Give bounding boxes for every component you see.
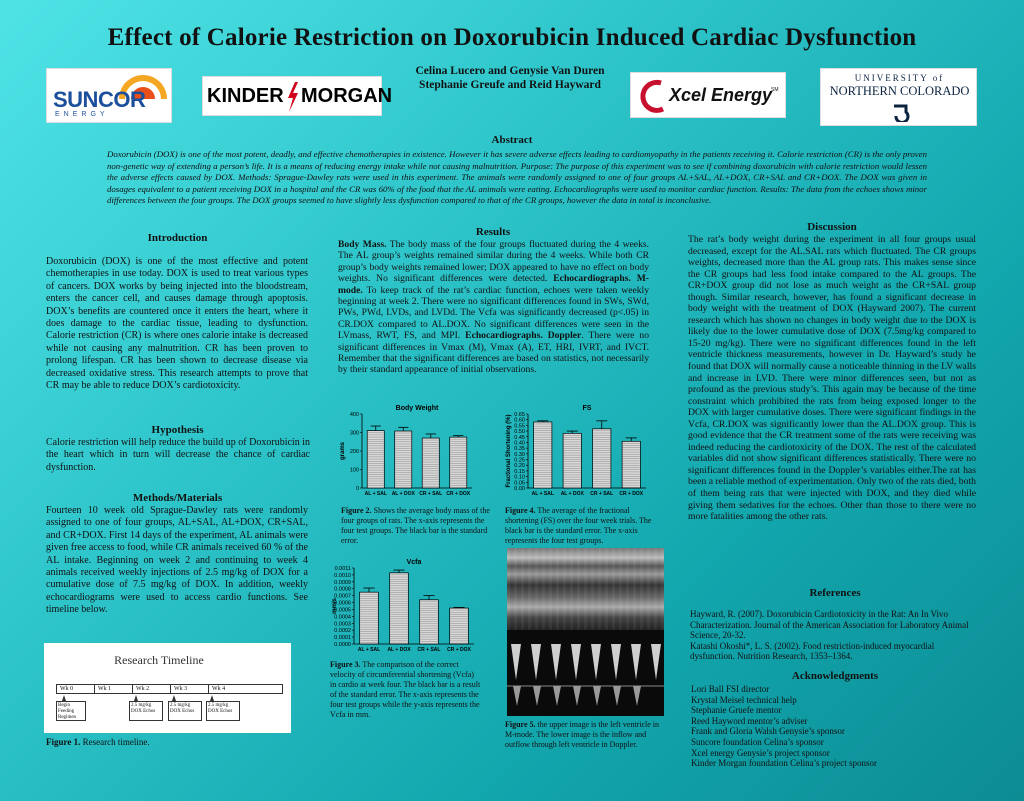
figure3-label: Figure 3. bbox=[330, 660, 361, 669]
y-tick-label: 0.20 bbox=[514, 463, 525, 470]
chart-title: Vcfa bbox=[406, 559, 422, 566]
kinder-morgan-logo bbox=[202, 76, 393, 116]
results-mmode-text: To keep track of the rat’s cardiac function, echoes were taken weekly beginning at week 2. There were no significant differences found in SWs, SWd, PWs, PWd, LVDs, and LVDd. The Vcfa was significantly decreased (p<.05) in CR.DOX compared to AL.DOX. No significant differences were seen in the LVmass, RWT, FS, and MPI. bbox=[338, 284, 649, 342]
y-tick-label: 0.25 bbox=[514, 457, 525, 464]
xcel-energy-logo bbox=[630, 72, 786, 118]
y-axis-label: grams bbox=[340, 441, 346, 461]
unc-logo bbox=[820, 68, 977, 126]
y-axis-label: mm/s bbox=[332, 598, 338, 614]
x-category-label: CR + DOX bbox=[447, 647, 471, 653]
suncor-logo bbox=[46, 68, 172, 123]
morgan-wordmark: MORGAN bbox=[301, 85, 393, 107]
y-tick-label: 0.10 bbox=[514, 474, 525, 481]
y-tick-label: 0.0003 bbox=[334, 621, 351, 628]
vcfa-chart bbox=[330, 556, 480, 658]
figure1-text: Research timeline. bbox=[82, 737, 150, 747]
suncor-subtext: ENERGY bbox=[55, 111, 109, 118]
chart-title: FS bbox=[582, 405, 592, 412]
poster-title: Effect of Calorie Restriction on Doxorubicin Induced Cardiac Dysfunction bbox=[107, 24, 917, 51]
reference-item: Hayward, R. (2007). Doxorubicin Cardiotoxicity in the Rat: An In Vivo Characterization. Journal of the American Association for Laboratory Animal Science, 20-32. bbox=[690, 609, 969, 641]
chart-title: Body Weight bbox=[395, 405, 439, 412]
y-tick-label: 0.0008 bbox=[334, 586, 351, 593]
hypothesis-heading: Hypothesis bbox=[151, 424, 204, 436]
unc-line2: NORTHERN COLORADO bbox=[829, 84, 970, 98]
x-category-label: AL + SAL bbox=[364, 491, 387, 497]
mmode-panel bbox=[507, 548, 664, 630]
x-category-label: CR + SAL bbox=[419, 491, 443, 497]
figure4-label: Figure 4. bbox=[505, 506, 536, 515]
xcel-swoosh-icon bbox=[637, 79, 667, 113]
figure5-label: Figure 5. bbox=[505, 720, 536, 729]
x-category-label: CR + DOX bbox=[446, 491, 471, 497]
figure4-caption bbox=[505, 506, 665, 546]
y-tick-label: 0.40 bbox=[514, 440, 525, 447]
data-bar bbox=[534, 422, 552, 488]
y-tick-label: 0.00 bbox=[514, 486, 525, 492]
x-category-label: CR + SAL bbox=[417, 647, 441, 653]
introduction-text: Doxorubicin (DOX) is one of the most effective and potent chemotherapies in use today. DOX is used to treat various types of cancers. DOX works by being injected into the bloodstream, enters the cancer cell, and causes damage through apoptosis. DOX’s benefits are countered once it enters the heart, where it does damage to the cardiac tissue, leading to dysfunction. Calorie restriction (CR) is where ones calorie intake is decreased while not causing any malnutrition. CR has been proven to prolong lifespan. CR has been shown to decrease disease via decreased oxidative stress. This research attempts to prove that CR may be able to reduce DOX’s cardiotoxicity. bbox=[46, 256, 308, 392]
echocardiogram-image bbox=[507, 548, 664, 716]
research-timeline-figure bbox=[44, 643, 291, 733]
acknowledgment-item: Stephanie Gruefe mentor bbox=[691, 705, 782, 716]
abstract-text: Doxorubicin (DOX) is one of the most potent, deadly, and effective chemotherapies in existence. However it has severe adverse effects leading to cardiomyopathy in the patients receiving it. Calorie restriction (CR) is the only proven non-genetic way of extending a person’s life. It is a means of reducing energy intake while not causing malnutrition. Purpose: The purpose of this experiment was to see if combining doxorubicin with calorie restriction would lessen the adverse effects caused by DOX. Methods: Sprague-Dawley rats were used in this experiment. The animals were randomly assigned to one of four groups AL+SAL, AL+DOX, CR+SAL and CR+DOX. The DOX was given in dosages equivalent to a patient receiving DOX in a hospital and the CR was 60% of the food that the AL animals were eating. Echocardiographs were used to monitor cardiac function. Results: The data from the echoes shows minor differences between the four groups. The DOX groups seemed to have slightly less dysfunction compared to that of the CR groups, however the data in total is inconclusive. bbox=[107, 149, 927, 206]
introduction-heading: Introduction bbox=[147, 232, 208, 244]
y-tick-label: 400 bbox=[349, 412, 359, 418]
y-tick-label: 0.60 bbox=[514, 417, 525, 424]
x-category-label: AL + DOX bbox=[560, 491, 584, 497]
results-label-mmode: Echocardiographs. M-mode. bbox=[338, 273, 649, 296]
timeline-week: Wk 0 bbox=[57, 685, 95, 693]
hypothesis-text: Calorie restriction will help reduce the build up of Doxorubicin in the heart which in turn will decrease the chance of cardiac dysfunction. bbox=[46, 437, 310, 473]
y-tick-label: 0.15 bbox=[514, 468, 525, 475]
acknowledgments-list bbox=[691, 684, 975, 769]
unc-line1: UNIVERSITY of bbox=[854, 73, 945, 83]
x-category-label: AL + DOX bbox=[387, 647, 411, 653]
results-label-bodymass: Body Mass. bbox=[338, 239, 387, 250]
timeline-title: Research Timeline bbox=[114, 653, 204, 667]
unc-bear-icon bbox=[890, 102, 910, 122]
timeline-week: Wk 1 bbox=[95, 685, 133, 693]
figure3-caption bbox=[330, 660, 482, 720]
methods-text: Fourteen 10 week old Sprague-Dawley rats were randomly assigned to one of four groups, AL+SAL, AL+DOX, CR+SAL, and CR+DOX. First 14 days of the experiment, AL animals were given free access to food, while CR animals received 60 % of the AL intake. Beginning on week 2 and continuing to week 4 animals received weekly injections of 2.5 mg/kg of DOX for a cumulative dose of 7.5 mg/kg of DOX. In addition, weekly echocardiograms were used to access cardio functions. See timeline below. bbox=[46, 505, 308, 616]
x-category-label: AL + SAL bbox=[357, 647, 381, 653]
acknowledgments-heading: Acknowledgments bbox=[791, 670, 879, 682]
abstract-heading: Abstract bbox=[491, 134, 533, 146]
references-heading: References bbox=[809, 587, 861, 599]
figure4-text: The average of the fractional shortening (FS) over the four week trials. The black bar is the standard error. The x-axis represents the four test groups. bbox=[505, 506, 652, 545]
y-tick-label: 0.0000 bbox=[334, 642, 351, 648]
y-tick-label: 200 bbox=[349, 449, 359, 455]
results-doppler-text: . There were no significant differences in Vmax (M), Vmax (A), ET, HRI, IVRT, and IVCT. Remember that the significant differences are based on statistics, not necessarily by their standard appearance of initial observations. bbox=[338, 330, 649, 376]
data-bar bbox=[450, 437, 467, 488]
figure3-text: The comparison of the correct velocity of circumferential shortening (Vcfa) in cardio at week four. The black bar is a result of the standard error. The x-axis represents the four test groups while the y-axis represents the Vcfa in mm. bbox=[330, 660, 481, 719]
y-tick-label: 0.05 bbox=[514, 480, 525, 487]
y-tick-label: 0.30 bbox=[514, 451, 525, 458]
results-text bbox=[338, 239, 649, 376]
x-category-label: AL + DOX bbox=[391, 491, 415, 497]
y-tick-label: 0.0002 bbox=[334, 628, 351, 635]
acknowledgment-item: Frank and Gloria Walsh Genysie’s sponsor bbox=[691, 726, 845, 737]
y-axis-label: Fractional Shortening (%) bbox=[506, 414, 512, 488]
acknowledgment-item: Krystal Meisel technical help bbox=[691, 694, 797, 705]
fs-chart bbox=[504, 402, 652, 502]
figure1-caption bbox=[46, 737, 296, 747]
data-bar bbox=[622, 441, 640, 488]
references-list bbox=[690, 609, 974, 662]
figure5-text: the upper image is the left ventricle in M-mode. The lower image is the inflow and outflow through left ventricle in Doppler. bbox=[505, 720, 660, 749]
author-list bbox=[380, 64, 640, 92]
body-weight-chart bbox=[338, 402, 478, 502]
y-tick-label: 0.0006 bbox=[334, 600, 351, 607]
suncor-wordmark: SUNCOR bbox=[53, 87, 146, 112]
y-tick-label: 0.0004 bbox=[334, 614, 351, 621]
author-line: Celina Lucero and Genysie Van Duren bbox=[415, 65, 605, 77]
y-tick-label: 0.45 bbox=[514, 434, 525, 441]
timeline-week: Wk 3 bbox=[171, 685, 209, 693]
discussion-heading: Discussion bbox=[807, 221, 857, 233]
data-bar bbox=[563, 433, 581, 488]
timeline-week: Wk 2 bbox=[133, 685, 171, 693]
y-tick-label: 300 bbox=[349, 430, 359, 437]
timeline-event: 2.5 mg/kg DOX Echos bbox=[168, 701, 202, 721]
xcel-service-mark: SM bbox=[771, 87, 779, 93]
timeline-event: 2.5 mg/kg DOX Echos bbox=[129, 701, 163, 721]
y-tick-label: 0.35 bbox=[514, 446, 525, 453]
data-bar bbox=[420, 600, 439, 644]
y-tick-label: 0.50 bbox=[514, 429, 525, 436]
methods-heading: Methods/Materials bbox=[132, 492, 223, 504]
reference-item: Katashi Okoshi*, L. S. (2002). Food restriction-induced myocardial dysfunction. Nutrition Research, 1353–1364. bbox=[690, 640, 935, 662]
lightning-bolt-icon bbox=[286, 82, 300, 112]
x-category-label: AL + SAL bbox=[531, 491, 554, 497]
acknowledgment-item: Lori Ball FSI director bbox=[691, 684, 770, 694]
author-line: Stephanie Greufe and Reid Hayward bbox=[419, 79, 601, 91]
results-bodymass-text: The body mass of the four groups fluctuated during the 4 weeks. The AL group’s weights remained similar during the 4 weeks. While both CR group’s body weights remained lower; DOX appeared to have no effect on body weights. No significant differences were detected. bbox=[338, 239, 649, 285]
y-tick-label: 0.55 bbox=[514, 423, 525, 430]
y-tick-label: 0.65 bbox=[514, 412, 525, 418]
data-bar bbox=[422, 438, 439, 488]
x-category-label: CR + SAL bbox=[590, 491, 614, 497]
timeline-week: Wk 4 bbox=[212, 686, 226, 692]
discussion-text: The rat’s body weight during the experiment in all four groups usual decreased, except for the AL.SAL rats which fluctuated. The CR groups weights, decreased more than the AL group rats. This makes sense since the CR groups had less food intake compared to the AL groups. The CR+DOX group did not lose as much weight as the CR+SAL group though. Similar research, however, has found a significant decrease in body weight with the treatment of DOX (Hayward 2007). The current research which has shown no changes in body weight due to the DOX is likely due to the lower cumulative dose of DOX (7.5mg/kg compared to 15-20 mg/kg). There were no significant differences found in the left ventricle thickness measurements, however in Dr. Hayward’s study he found that DOX will normally cause a noticeable thinning in the LV walls and increase in LVD. There were minor differences seen, but not as profound as the previous study’s. This again may be because of the time constraint which prohibited the rats from being exposed longer to the DOX with larger cumulative doses. There were significant findings in the Vcfa, CR.DOX was significantly lower than the AL.DOX group. This is good evidence that the CR treatment some of the rats were receiving was indeed reducing the cardiotoxicity of the DOX. The rest of the calculated variables did not show significant differences statistically. There were no significant differences found in the Doppler’s variables either.The rat has been a reliable method of experimentation. Only two of the rats died, both of them being rats that were injected with DOX, and they died while giving them sedatives for the echoes. Other than those to there were no more fatalities among the other rats. bbox=[688, 234, 976, 523]
doppler-panel bbox=[507, 630, 664, 716]
y-tick-label: 0.0005 bbox=[334, 607, 351, 614]
kinder-wordmark: KINDER bbox=[207, 85, 284, 107]
acknowledgment-item: Suncore foundation Celina’s sponsor bbox=[691, 736, 824, 747]
figure1-label: Figure 1. bbox=[46, 737, 81, 747]
figure5-caption bbox=[505, 720, 670, 750]
figure2-caption bbox=[341, 506, 491, 546]
y-tick-label: 0.0001 bbox=[334, 635, 351, 642]
timeline-event: 2.5 mg/kg DOX Echos bbox=[206, 701, 240, 721]
results-label-doppler: Echocardiographs. Doppler bbox=[465, 330, 582, 342]
figure2-text: Shows the average body mass of the four groups of rats. The x-axis represents the four test groups. The black bar is the standard error. bbox=[341, 506, 490, 545]
timeline-event: Begin Feeding Regimen bbox=[56, 701, 86, 721]
y-tick-label: 0.0011 bbox=[334, 566, 351, 572]
y-tick-label: 0.0007 bbox=[334, 593, 351, 600]
acknowledgment-item: Kinder Morgan foundation Celina’s project sponsor bbox=[691, 758, 878, 769]
acknowledgment-item: Reed Hayword mentor’s adviser bbox=[691, 715, 808, 726]
x-category-label: CR + DOX bbox=[619, 491, 644, 497]
data-bar bbox=[360, 592, 379, 644]
results-heading: Results bbox=[475, 226, 511, 238]
y-tick-label: 0.0010 bbox=[334, 572, 351, 579]
y-tick-label: 0 bbox=[355, 486, 359, 492]
y-tick-label: 0.0009 bbox=[334, 579, 351, 586]
acknowledgment-item: Xcel energy Genysie’s project sponsor bbox=[691, 747, 830, 758]
xcel-wordmark: Xcel Energy bbox=[669, 85, 773, 105]
y-tick-label: 100 bbox=[349, 467, 359, 474]
figure2-label: Figure 2. bbox=[341, 506, 372, 515]
